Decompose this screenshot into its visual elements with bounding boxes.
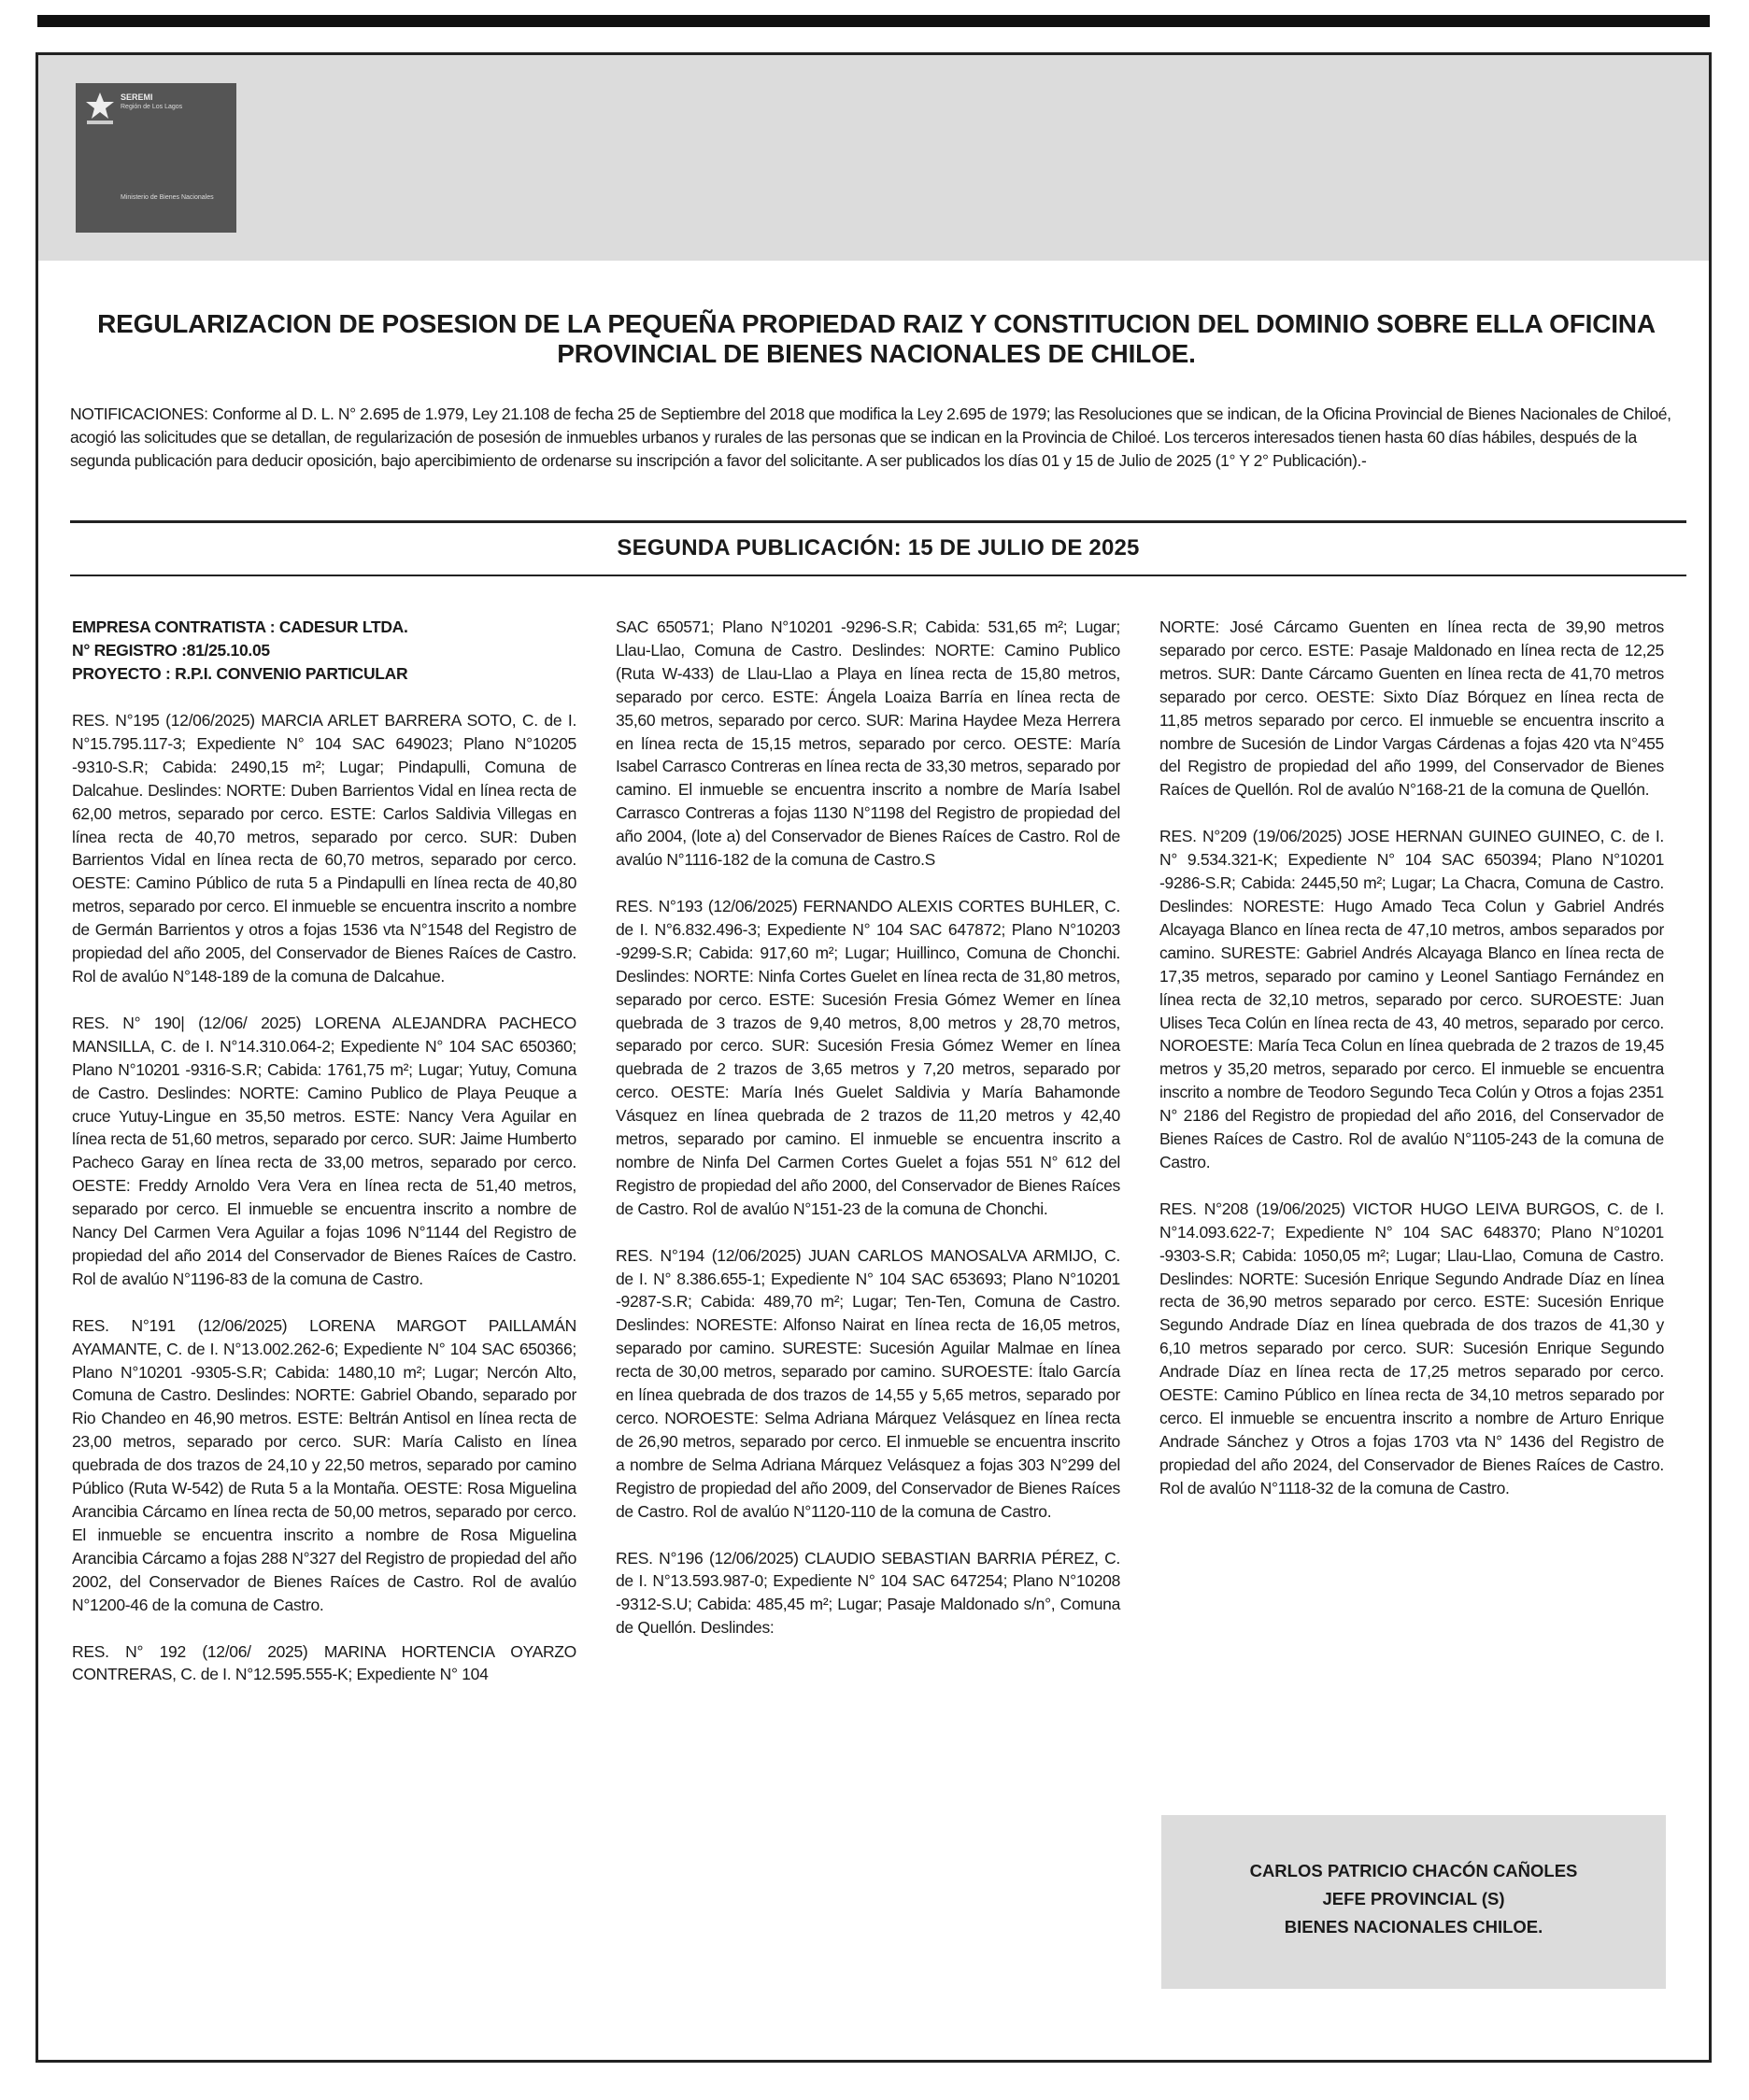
proyecto-line: PROYECTO : R.P.I. CONVENIO PARTICULAR [72, 664, 408, 683]
resolution-entry: RES. N°208 (19/06/2025) VICTOR HUGO LEIVA BURGOS, C. de I. N°14.093.622-7; Expediente N° 104 SAC 648370; Plano N°10201 -9303-S.R; Cabida: 1050,05 m²; Lugar; Llau-Llao, Comuna de Castro. Deslindes: NORTE: Sucesión Enrique Segundo Andrade Díaz en línea recta de 36,90 metros separado por cerco. ESTE: Sucesión Enrique Segundo Andrade Díaz en línea quebrada de dos trazos de 41,30 y 6,10 metros separado por cerco. SUR: Sucesión Enrique Segundo Andrade Díaz en línea recta de 17,25 metros separado por cerco. OESTE: Camino Público en línea recta de 34,10 metros separado por cerco. El inmueble se encuentra inscrito a nombre de Arturo Enrique Andrade Sánchez y Otros a fojas 1703 vta N° 1436 del Registro de propiedad del año 2024, del Conservador de Bienes Raíces de Castro. Rol de avalúo N°1118-32 de la comuna de Castro. [1159, 1199, 1664, 1497]
segunda-publicacion-heading: SEGUNDA PUBLICACIÓN: 15 DE JULIO DE 2025 [617, 535, 1140, 560]
seremi-logo [76, 83, 236, 233]
logo-line2: Región de Los Lagos [121, 104, 183, 110]
resolution-entry: RES. N°209 (19/06/2025) JOSE HERNAN GUINEO GUINEO, C. de I. N° 9.534.321-K; Expediente N° 104 SAC 650394; Plano N°10201 -9286-S.R; Cabida: 2445,50 m²; Lugar; La Chacra, Comuna de Castro. Deslindes: NORESTE: Hugo Amado Teca Colun y Gabriel Andrés Alcayaga Blanco en línea recta de 47,10 metros, ambos separados por camino. SURESTE: Gabriel Andrés Alcayaga Blanco en línea recta de 17,35 metros, separado por camino y Leonel Santiago Fernández en línea recta de 32,10 metros, separado por cerco. SUROESTE: Juan Ulises Teca Colún en línea recta de 43, 40 metros, separado por cerco. NOROESTE: María Teca Colun en línea quebrada de 2 trazos de 19,45 metros y 35,20 metros, separado por cerco. El inmueble se encuentra inscrito a nombre de Teodoro Segundo Teca Colún y Otros a fojas 2351 N° 2186 del Registro de propiedad del año 2016, del Conservador de Bienes Raíces de Castro. Rol de avalúo N°1105-243 de la comuna de Castro. [1159, 827, 1664, 1171]
page-title: REGULARIZACION DE POSESION DE LA PEQUEÑA PROPIEDAD RAIZ Y CONSTITUCION DEL DOMINIO SOBRE ELLA OFICINA PROVINCIAL DE BIENES NACIONALES DE CHILOE. [97, 309, 1656, 368]
resolution-entry: RES. N° 192 (12/06/ 2025) MARINA HORTENCIA OYARZO CONTRERAS, C. de I. N°12.595.555-K; Expediente N° 104 [72, 1641, 576, 1684]
notificaciones-text: NOTIFICACIONES: Conforme al D. L. N° 2.695 de 1.979, Ley 21.108 de fecha 25 de Septiembre del 2018 que modifica la Ley 2.695 de 1979; las Resoluciones que se indican, de la Oficina Provincial de Bienes Nacionales de Chiloé, acogió las solicitudes que se detallan, de regularización de posesión de inmuebles urbanos y rurales de las personas que se indican en la Provincia de Chiloé. Los terceros interesados tienen hasta 60 días hábiles, después de la segunda publicación para deducir oposición, bajo apercibimiento de ordenarse su inscripción a favor del solicitante. A ser publicados los días 01 y 15 de Julio de 2025 (1° Y 2° Publicación).- [70, 404, 1671, 470]
resolution-entry: RES. N°195 (12/06/2025) MARCIA ARLET BARRERA SOTO, C. de I. N°15.795.117-3; Expediente N° 104 SAC 649023; Plano N°10205 -9310-S.R; Cabida: 2490,15 m²; Lugar; Pindapulli, Comuna de Dalcahue. Deslindes: NORTE: Duben Barrientos Vidal en línea recta de 62,00 metros, separado por cerco. ESTE: Carlos Saldivia Villegas en línea recta de 40,70 metros, separado por cerco. SUR: Duben Barrientos Vidal en línea recta de 60,70 metros, separado por cerco. OESTE: Camino Público de ruta 5 a Pindapulli en línea recta de 40,80 metros, separado por cerco. El inmueble se encuentra inscrito a nombre de Germán Barrientos y otros a fojas 1536 vta N°1548 del Registro de propiedad del año 2005, del Conservador de Bienes Raíces de Castro. Rol de avalúo N°148-189 de la comuna de Dalcahue. [72, 711, 576, 986]
resolution-entry: RES. N°196 (12/06/2025) CLAUDIO SEBASTIAN BARRIA PÉREZ, C. de I. N°13.593.987-0; Expediente N° 104 SAC 647254; Plano N°10208 -9312-S.U; Cabida: 485,45 m²; Lugar; Pasaje Maldonado s/n°, Comuna de Quellón. Deslindes: [616, 1548, 1120, 1638]
header-band [38, 55, 1709, 261]
signer-name: CARLOS PATRICIO CHACÓN CAÑOLES [1249, 1861, 1578, 1880]
divider [70, 575, 1686, 576]
resolution-entry: RES. N° 190| (12/06/ 2025) LORENA ALEJANDRA PACHECO MANSILLA, C. de I. N°14.310.064-2; Expediente N° 104 SAC 650360; Plano N°10201 -9316-S.R; Cabida: 1761,75 m²; Lugar; Yutuy, Comuna de Castro. Deslindes: NORTE: Camino Publico de Playa Peuque a cruce Yutuy-Lingue en 35,50 metros. ESTE: Nancy Vera Aguilar en línea recta de 51,60 metros, separado por cerco. SUR: Jaime Humberto Pacheco Garay en línea recta de 33,00 metros, separado por cerco. OESTE: Freddy Arnoldo Vera Vera en línea recta de 51,40 metros, separado por cerco. El inmueble se encuentra inscrito a nombre de Nancy Del Carmen Vera Aguilar a fojas 1096 N°1144 del Registro de propiedad del año 2014 del Conservador de Bienes Raíces de Castro. Rol de avalúo N°1196-83 de la comuna de Castro. [72, 1013, 576, 1288]
notice-frame [36, 52, 1712, 2063]
top-rule [37, 15, 1710, 27]
resolution-entry: RES. N°191 (12/06/2025) LORENA MARGOT PAILLAMÁN AYAMANTE, C. de I. N°13.002.262-6; Expediente N° 104 SAC 650366; Plano N°10201 -9305-S.R; Cabida: 1480,10 m²; Lugar; Nercón Alto, Comuna de Castro. Deslindes: NORTE: Gabriel Obando, separado por Rio Chandeo en 46,90 metros. ESTE: Beltrán Antisol en línea recta de 23,00 metros, separado por cerco. SUR: María Calisto en línea quebrada de dos trazos de 24,10 y 22,50 metros, separado por camino Público (Ruta W-542) de Ruta 5 a la Montaña. OESTE: Rosa Miguelina Arancibia Cárcamo en línea recta de 50,00 metros, separado por cerco. El inmueble se encuentra inscrito a nombre de Rosa Miguelina Arancibia Cárcamo a fojas 288 N°327 del Registro de propiedad del año 2002, del Conservador de Bienes Raíces de Castro. Rol de avalúo N°1200-46 de la comuna de Castro. [72, 1315, 576, 1614]
registro-line: N° REGISTRO :81/25.10.05 [72, 641, 270, 660]
logo-ministry: Ministerio de Bienes Nacionales [121, 194, 214, 201]
chile-crest-icon [83, 91, 117, 128]
logo-line1: SEREMI [121, 92, 153, 102]
column-3 [1159, 616, 1664, 1524]
signer-role: JEFE PROVINCIAL (S) [1322, 1889, 1505, 1908]
signature-box [1161, 1815, 1666, 1989]
signer-office: BIENES NACIONALES CHILOE. [1284, 1917, 1543, 1937]
contract-info [72, 616, 576, 686]
resolution-entry: SAC 650571; Plano N°10201 -9296-S.R; Cabida: 531,65 m²; Lugar; Llau-Llao, Comuna de Castro. Deslindes: NORTE: Camino Publico (Ruta W-433) de Llau-Llao a Playa en línea recta de 15,80 metros, separado por cerco. ESTE: Ángela Loaiza Barría en línea recta de 35,60 metros, separado por cerco. SUR: Marina Haydee Meza Herrera en línea recta de 15,15 metros, separado por cerco. OESTE: María Isabel Carrasco Contreras en línea recta de 33,30 metros, separado por camino. El inmueble se encuentra inscrito a nombre de María Isabel Carrasco Contreras a fojas 1130 N°1198 del Registro de propiedad del año 2004, (lote a) del Conservador de Bienes Raíces de Castro. Rol de avalúo N°1116-182 de la comuna de Castro.S [616, 617, 1120, 870]
resolution-entry: RES. N°193 (12/06/2025) FERNANDO ALEXIS CORTES BUHLER, C. de I. N°6.832.496-3; Expediente N° 104 SAC 647872; Plano N°10203 -9299-S.R; Cabida: 917,60 m²; Lugar; Huillinco, Comuna de Chonchi. Deslindes: NORTE: Ninfa Cortes Guelet en línea recta de 31,80 metros, separado por cerco. ESTE: Sucesión Fresia Gómez Wemer en línea quebrada de 3 trazos de 9,40 metros, 8,00 metros y 28,70 metros, separado por cerco. SUR: Sucesión Fresia Gómez Wemer en línea quebrada de 2 trazos de 3,65 metros y 7,20 metros, separado por cerco. OESTE: María Inés Guelet Saldivia y María Bahamonde Vásquez en línea quebrada de 2 trazos de 11,20 metros y 42,40 metros, separado por camino. El inmueble se encuentra inscrito a nombre de Ninfa Del Carmen Cortes Guelet a fojas 551 N° 612 del Registro de propiedad del año 2000, del Conservador de Bienes Raíces de Castro. Rol de avalúo N°151-23 de la comuna de Chonchi. [616, 896, 1120, 1218]
resolution-entry: NORTE: José Cárcamo Guenten en línea recta de 39,90 metros separado por cerco. ESTE: Pasaje Maldonado en línea recta de 12,25 metros. SUR: Dante Cárcamo Guenten en línea recta de 41,70 metros separado por cerco. OESTE: Sixto Díaz Bórquez en línea recta de 11,85 metros separado por cerco. El inmueble se encuentra inscrito a nombre de Sucesión de Lindor Vargas Cárdenas a fojas 420 vta N°455 del Registro de propiedad del año 1999, del Conservador de Bienes Raíces de Quellón. Rol de avalúo N°168-21 de la comuna de Quellón. [1159, 617, 1664, 800]
empresa-line: EMPRESA CONTRATISTA : CADESUR LTDA. [72, 617, 408, 636]
column-2 [616, 616, 1120, 1663]
resolution-entry: RES. N°194 (12/06/2025) JUAN CARLOS MANOSALVA ARMIJO, C. de I. N° 8.386.655-1; Expediente N° 104 SAC 653693; Plano N°10201 -9287-S.R; Cabida: 489,70 m²; Lugar; Ten-Ten, Comuna de Castro. Deslindes: NORESTE: Alfonso Nairat en línea recta de 16,05 metros, separado por camino. SURESTE: Sucesión Aguilar Malmae en línea recta de 30,00 metros, separado por camino. SUROESTE: Ítalo García en línea quebrada de dos trazos de 14,55 y 5,65 metros, separado por cerco. NOROESTE: Selma Adriana Márquez Velásquez en línea recta de 26,90 metros, separado por cerco. El inmueble se encuentra inscrito a nombre de Selma Adriana Márquez Velásquez a fojas 303 N°299 del Registro de propiedad del año 2009, del Conservador de Bienes Raíces de Castro. Rol de avalúo N°1120-110 de la comuna de Castro. [616, 1245, 1120, 1521]
divider [70, 520, 1686, 523]
column-1 [72, 616, 576, 1710]
